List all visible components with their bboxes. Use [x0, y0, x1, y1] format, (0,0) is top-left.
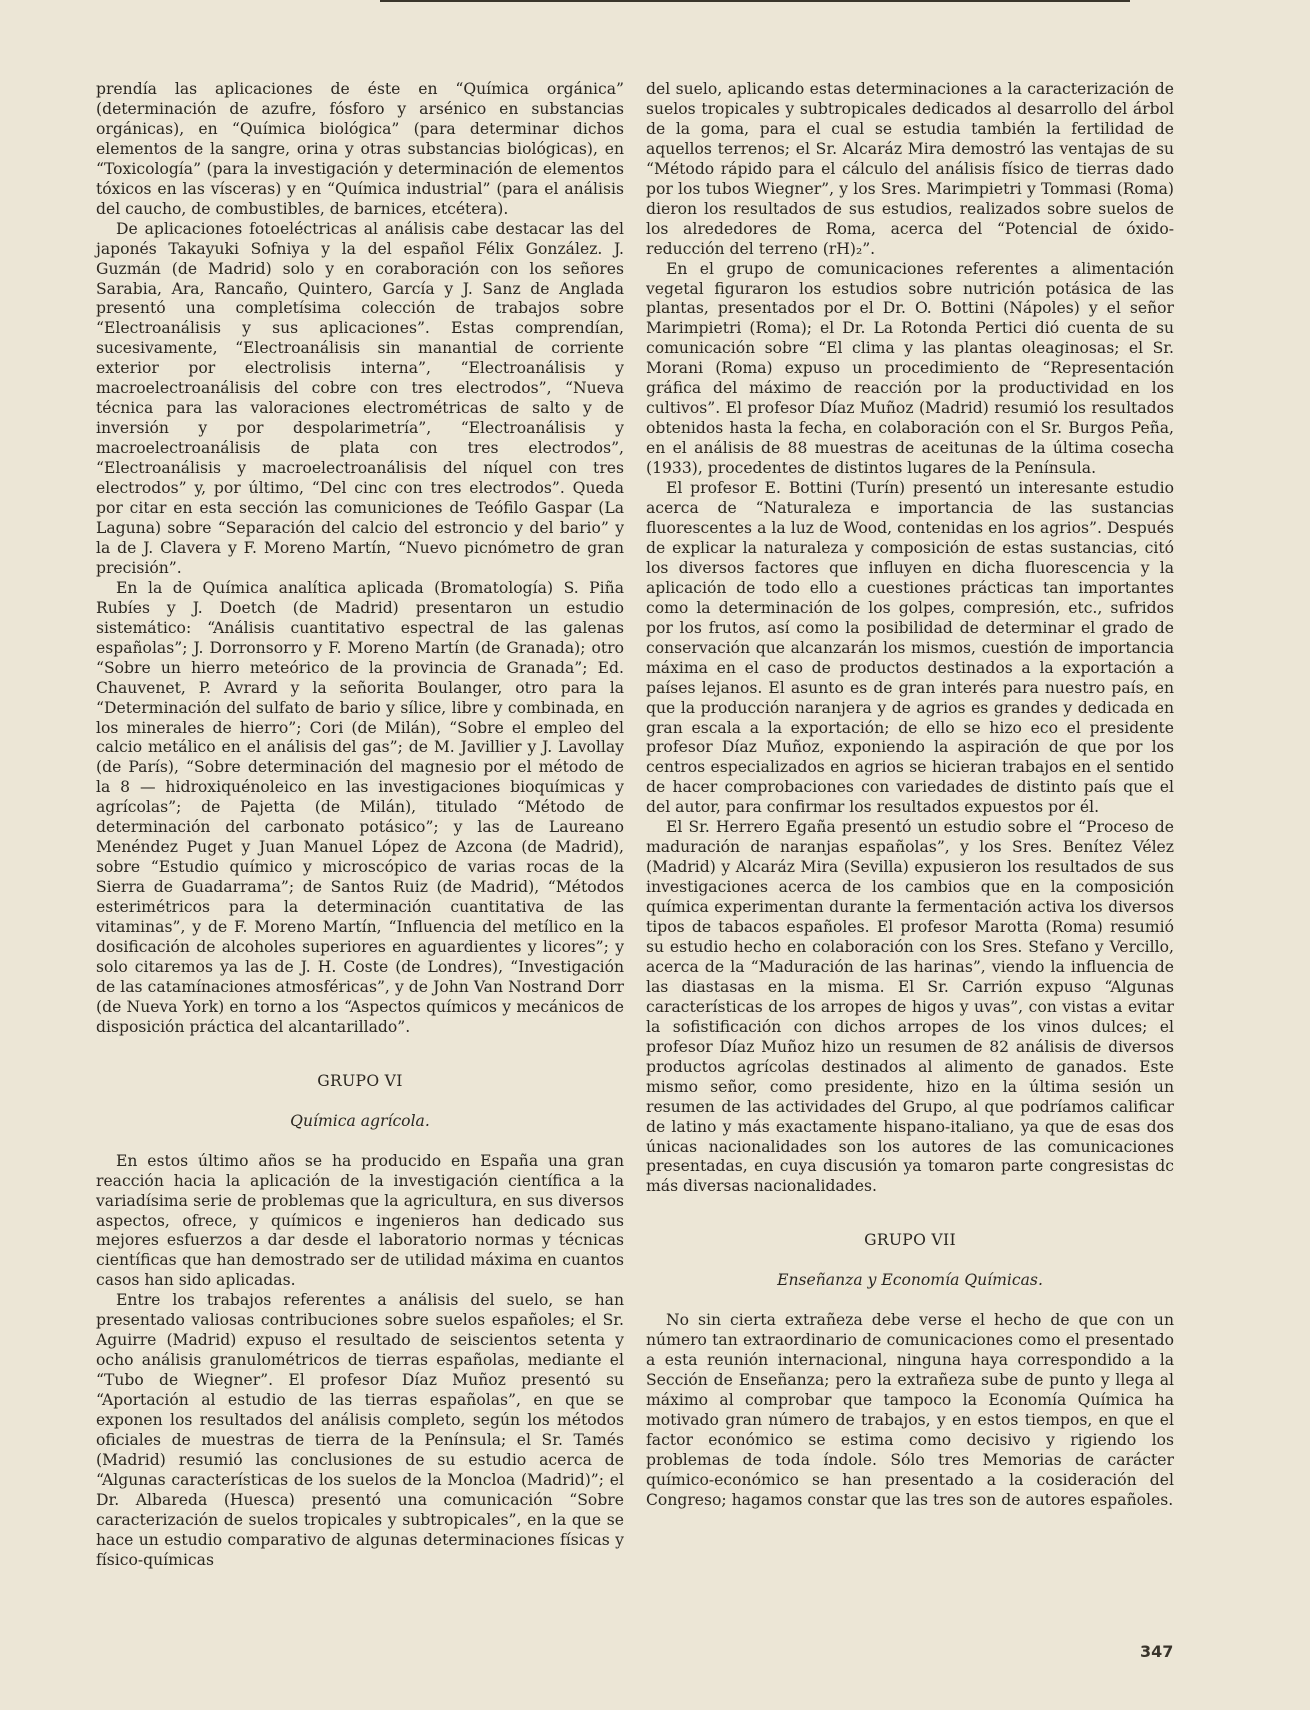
paragraph: del suelo, aplicando estas determinaciones a la caracterización de suelos tropicales y subtropicales dedicados al desarrollo del árbol de la goma, para el cual se estudia también la fertilidad de aquellos terrenos; el Sr. Alcaráz Mira demostró las ventajas de su “Método rápido para el cálculo del análisis físico de tierras dado por los tubos Wiegner”, y los Sres. Marimpietri y Tommasi (Roma) dieron los resultados de sus estudios, realizados sobre suelos de los alrededores de Roma, acerca del “Potencial de óxido-reducción del terreno (rH)₂”.	[646, 80, 1174, 258]
paragraph: El profesor E. Bottini (Turín) presentó un interesante estudio acerca de “Naturaleza e importancia de las sustancias fluorescentes a la luz de Wood, contenidas en los agrios”. Después de explicar la naturaleza y composición de estas sustancias, citó los diversos factores que influyen en dicha fluorescencia y la aplicación de todo ello a cuestiones prácticas tan importantes como la determinación de los golpes, compresión, etc., sufridos por los frutos, así como la posibilidad de determinar el grado de conservación que alcanzarán los mismos, cuestión de importancia máxima en el caso de productos destinados a la exportación a países lejanos. El asunto es de gran interés para nuestro país, en que la producción naranjera y de agrios es grandes y dedicada en gran escala a la exportación; de ello se hizo eco el presidente profesor Díaz Muñoz, exponiendo la aspiración de que por los centros especializados en agrios se hicieran trabajos en el sentido de hacer comprobaciones con variedades de distinto país que el del autor, para confirmar los resultados expuestos por él.	[646, 479, 1174, 817]
section-subheading-ensenanza: Enseñanza y Economía Químicas.	[777, 1271, 1043, 1290]
paragraph: prendía las aplicaciones de éste en “Química orgánica” (determinación de azufre, fósforo y arsénico en substancias orgánicas), en “Química biológica” (para determinar dichos elementos de la sangre, orina y otras substancias biológicas), en “Toxicología” (para la investigación y determinación de elementos tóxicos en las vísceras) y en “Química industrial” (para el análisis del caucho, de combustibles, de barnices, etcétera).	[96, 80, 624, 218]
paragraph: En el grupo de comunicaciones referentes a alimentación vegetal figuraron los estudios sobre nutrición potásica de las plantas, presentados por el Dr. O. Bottini (Nápoles) y el señor Marimpietri (Roma); el Dr. La Rotonda Pertici dió cuenta de su comunicación sobre “El clima y las plantas oleaginosas; el Sr. Morani (Roma) expuso un procedimiento de “Representación gráfica del máximo de reacción por la productividad en los cultivos”. El profesor Díaz Muñoz (Madrid) resumió los resultados obtenidos hasta la fecha, en colaboración con el Sr. Burgos Peña, en el análisis de 88 muestras de aceitunas de la última cosecha (1933), procedentes de distintos lugares de la Península.	[646, 259, 1174, 478]
page-number: 347	[1140, 1642, 1174, 1661]
section-subheading-quimica-agricola: Química agrícola.	[290, 1111, 430, 1130]
paragraph: En estos último años se ha producido en España una gran reacción hacia la aplicación de la investigación científica a la variadísima serie de problemas que la agricultura, en sus diversos aspectos, ofrece, y químicos e ingenieros han dedicado sus mejores esfuerzos a dar desde el laboratorio normas y técnicas científicas que han demostrado ser de utilidad máxima en cuantos casos han sido aplicadas.	[96, 1151, 624, 1290]
paragraph: No sin cierta extrañeza debe verse el hecho de que con un número tan extraordinario de comunicaciones como el presentado a esta reunión internacional, ninguna haya correspondido a la Sección de Enseñanza; pero la extrañeza sube de punto y llega al máximo al comprobar que tampoco la Economía Química ha motivado gran número de trabajos, y en estos tiempos, en que el factor económico se estima como decisivo y rigiendo los problemas de toda índole. Sólo tres Memorias de carácter químico-económico se han presentado a la cosideración del Congreso; hagamos constar que las tres son de autores españoles.	[646, 1311, 1174, 1509]
left-column	[96, 80, 624, 1571]
paragraph: En la de Química analítica aplicada (Bromatología) S. Piña Rubíes y J. Doetch (de Madrid) presentaron un estudio sistemático: “Análisis cuantitativo espectral de las galenas españolas”; J. Dorronsorro y F. Moreno Martín (de Granada); otro “Sobre un hierro meteórico de la provincia de Granada”; Ed. Chauvenet, P. Avrard y la señorita Boulanger, otro para la “Determinación del sulfato de bario y sílice, libre y combinada, en los minerales de hierro”; Cori (de Milán), “Sobre el empleo del calcio metálico en el análisis del gas”; de M. Javillier y J. Lavollay (de París), “Sobre determinación del magnesio por el método de la 8 — hidroxiquénoleico en las investigaciones bioquímicas y agrícolas”; de Pajetta (de Milán), titulado “Método de determinación del carbonato potásico”; y las de Laureano Menéndez Puget y Juan Manuel López de Azcona (de Madrid), sobre “Estudio químico y microscópico de varias rocas de la Sierra de Guadarrama”; de Santos Ruiz (de Madrid), “Métodos esterimétricos para la determinación cuantitativa de las vitaminas”, y de F. Moreno Martín, “Influencia del metílico en la dosificación de alcoholes superiores en aguardientes y licores”; y solo citaremos ya las de J. H. Coste (de Londres), “Investigación de las catamínaciones atmosféricas”, y de John Van Nostrand Dorr (de Nueva York) en torno a los “Aspectos químicos y mecánicos de disposición práctica del alcantarillado”.	[96, 578, 624, 1036]
right-column	[646, 80, 1174, 1511]
top-rule	[380, 0, 1130, 2]
paragraph: Entre los trabajos referentes a análisis del suelo, se han presentado valiosas contribuciones sobre suelos españoles; el Sr. Aguirre (Madrid) expuso el resultado de seiscientos setenta y ocho análisis granulométricos de tierras españolas, mediante el “Tubo de Wiegner”. El profesor Díaz Muñoz presentó su “Aportación al estudio de las tierras españolas”, en que se exponen los resultados del análisis completo, según los métodos oficiales de muestras de tierra de la Península; el Sr. Tamés (Madrid) resumió las conclusiones de su estudio acerca de “Algunas características de los suelos de la Moncloa (Madrid)”; el Dr. Albareda (Huesca) presentó una comunicación “Sobre caracterización de suelos tropicales y subtropicales”, en la que se hace un estudio comparativo de algunas determinaciones físicas y físico-químicas	[96, 1291, 624, 1569]
paragraph: El Sr. Herrero Egaña presentó un estudio sobre el “Proceso de maduración de naranjas españolas”, y los Sres. Benítez Vélez (Madrid) y Alcaráz Mira (Sevilla) expusieron los resultados de sus investigaciones acerca de los cambios que en la composición química experimentan durante la fermentación activa los diversos tipos de tabacos españoles. El profesor Marotta (Roma) resumió su estudio hecho en colaboración con los Sres. Stefano y Vercillo, acerca de la “Maduración de las harinas”, viendo la influencia de las diastasas en la misma. El Sr. Carrión expuso “Algunas características de los arropes de higos y uvas”, con vistas a evitar la sofistificación con dichos arropes de los vinos dulces; el profesor Díaz Muñoz hizo un resumen de 82 análisis de diversos productos agrícolas destinados al alimento de ganados. Este mismo señor, como presidente, hizo en la última sesión un resumen de las actividades del Grupo, al que podríamos calificar de latino y más exactamente hispano-italiano, ya que de esas dos únicas nacionalidades son los autores de las comunicaciones presentadas, en cuya discusión ya tomaron parte congresistas dc más diversas nacionalidades.	[646, 818, 1174, 1196]
section-heading-grupo-vi: GRUPO VI	[317, 1071, 403, 1090]
paragraph: De aplicaciones fotoeléctricas al análisis cabe destacar las del japonés Takayuki Sofniya y la del español Félix González. J. Guzmán (de Madrid) solo y en coraboración con los señores Sarabia, Ara, Rancaño, Quintero, García y J. Sanz de Anglada presentó una completísima colección de trabajos sobre “Electroanálisis y sus aplicaciones”. Estas comprendían, sucesivamente, “Electroanálisis sin manantial de corriente exterior por electrolisis interna”, “Electroanálisis y macroelectroanálisis del cobre con tres electrodos”, “Nueva técnica para las valoraciones electrométricas de salto y de inversión y por despolarimetría”, “Electroanálisis y macroelectroanálisis de plata con tres electrodos”, “Electroanálisis y macroelectroanálisis del níquel con tres electrodos” y, por último, “Del cinc con tres electrodos”. Queda por citar en esta sección las comuniciones de Teófilo Gaspar (La Laguna) sobre “Separación del calcio del estroncio y del bario” y la de J. Clavera y F. Moreno Martín, “Nuevo picnómetro de gran precisión”.	[96, 219, 624, 577]
section-heading-grupo-vii: GRUPO VII	[864, 1231, 956, 1250]
